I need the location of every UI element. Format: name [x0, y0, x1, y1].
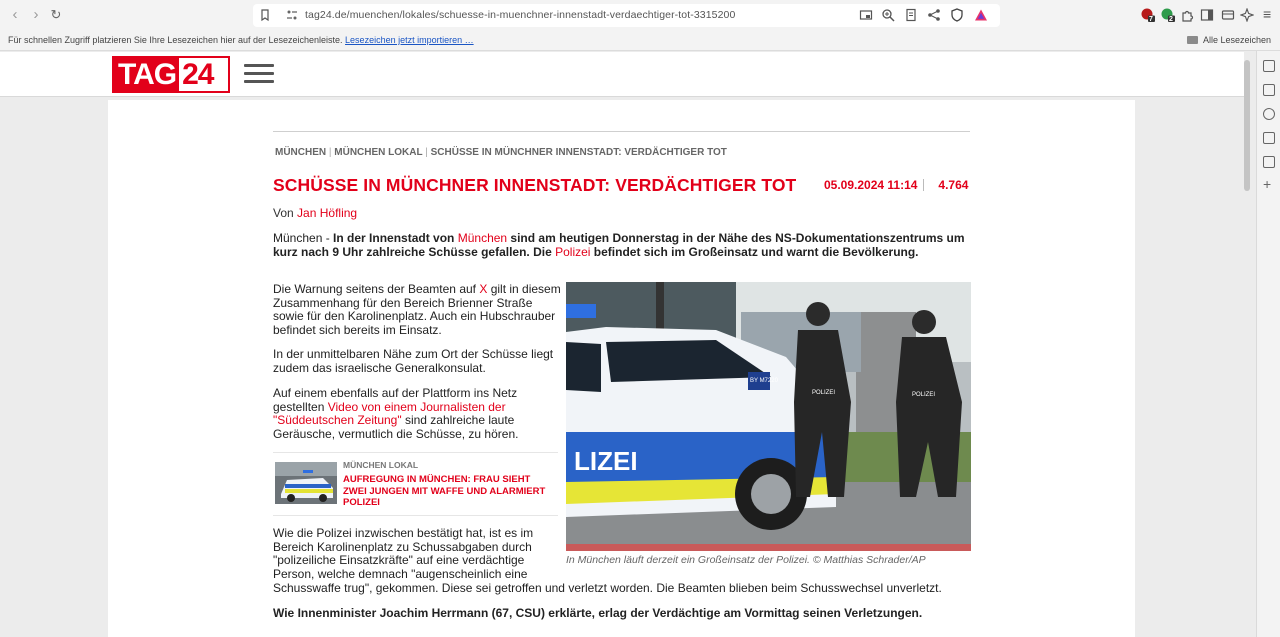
- extension-badge: 2: [1169, 16, 1173, 23]
- wallet-panel-icon[interactable]: [1263, 60, 1275, 72]
- video-link[interactable]: Video von einem Journalisten der "Süddeutschen Zeitung": [273, 399, 506, 428]
- article-title: SCHÜSSE IN MÜNCHNER INNENSTADT: VERDÄCHTIGER TOT: [273, 175, 797, 195]
- x-link[interactable]: X: [479, 282, 488, 296]
- lead-text: befindet sich im Großeinsatz und warnt die Bevölkerung.: [590, 245, 919, 259]
- brave-rewards-icon[interactable]: [974, 8, 988, 22]
- shield-icon[interactable]: [950, 8, 964, 22]
- extensions-puzzle-icon[interactable]: [1180, 8, 1194, 22]
- related-article-teaser[interactable]: [273, 452, 558, 516]
- breadcrumb: [275, 147, 727, 158]
- wallet-icon[interactable]: [1221, 8, 1235, 22]
- paragraph-5: Schusswaffe trug", gekommen. Diese sei getroffen und verletzt worden. Die Beamten blieben beim Schusswechsel unverletzt.: [273, 581, 942, 595]
- police-car-photo: [566, 282, 971, 551]
- add-panel-icon[interactable]: +: [1263, 176, 1272, 192]
- leo-ai-icon[interactable]: [1240, 8, 1254, 22]
- bookmarks-panel-icon[interactable]: [1263, 156, 1275, 168]
- paragraph-text: Die Warnung seitens der Beamten auf: [273, 282, 480, 296]
- browser-sidepanel: [1256, 51, 1280, 637]
- byline-prefix: Von: [273, 206, 294, 220]
- browser-toolbar: [0, 0, 1280, 31]
- article-lead: [273, 231, 970, 259]
- breadcrumb-separator: |: [328, 147, 332, 158]
- tag24-logo[interactable]: [112, 56, 230, 93]
- lead-text: In der Innenstadt von: [333, 231, 458, 245]
- photo-text-car: LIZEI: [574, 446, 638, 476]
- paragraph-text: sind zahlreiche laute Geräusche, vermutlich die Schüsse, zu hören.: [273, 413, 519, 441]
- logo-part-24: 24: [179, 58, 216, 91]
- teaser-kicker: MÜNCHEN LOKAL: [343, 460, 419, 470]
- author-link[interactable]: Jan Höfling: [297, 206, 358, 220]
- paragraph-6: Wie Innenminister Joachim Herrmann (67, CSU) erklärte, erlag der Verdächtige am Vormittag seinen Verletzungen.: [273, 606, 923, 620]
- lead-text: sind am heutigen Donnerstag in der Nähe des NS-Dokumentationszentrums um kurz nach 9 Uhr zahlreiche Schüsse gefallen. Die: [273, 231, 965, 259]
- photo-caption: In München läuft derzeit ein Großeinsatz der Polizei. © Matthias Schrader/AP: [566, 554, 926, 566]
- all-bookmarks-button[interactable]: [1187, 35, 1271, 45]
- paragraph-text: gilt in diesem Zusammenhang für den Bereich Brienner Straße sowie für den Karolinenplatz. Auch ein Hubschrauber befindet sich bereits im Einsatz.: [273, 282, 561, 337]
- leo-panel-icon[interactable]: [1263, 108, 1275, 120]
- url-text[interactable]: tag24.de/muenchen/lokales/schuesse-in-muenchner-innenstadt-verdaechtiger-tot-3315200: [305, 9, 736, 21]
- paragraph-4: Wie die Polizei inzwischen bestätigt hat, ist es im Bereich Karolinenplatz zu Schussabgaben durch "polizeiliche Einsatzkräfte" auf eine verdächtige Person, welche demnach "augenscheinlich eine: [273, 526, 534, 581]
- view-count: 4.764: [938, 178, 969, 192]
- byline: [273, 206, 357, 220]
- teaser-thumbnail[interactable]: [275, 462, 337, 504]
- all-bookmarks-label: Alle Lesezeichen: [1202, 35, 1271, 45]
- article-photo[interactable]: [566, 282, 971, 551]
- teaser-title[interactable]: AUFREGUNG IN MÜNCHEN: FRAU SIEHT ZWEI JUNGEN MIT WAFFE UND ALARMIERT POLIZEI: [343, 474, 546, 508]
- share-icon[interactable]: [927, 8, 941, 22]
- paragraph-3: [273, 387, 563, 441]
- zoom-icon[interactable]: [881, 8, 895, 22]
- breadcrumb-item[interactable]: SCHÜSSE IN MÜNCHNER INNENSTADT: VERDÄCHTIGER TOT: [430, 147, 727, 158]
- bookmarks-bar: [0, 31, 1280, 51]
- reader-mode-icon[interactable]: [904, 8, 918, 22]
- extension-badge: 7: [1149, 16, 1153, 23]
- folder-icon: [1187, 36, 1198, 44]
- meta-divider: [923, 179, 924, 191]
- hamburger-menu-icon[interactable]: [244, 64, 274, 84]
- paragraph-1: [273, 283, 563, 337]
- lead-place: München -: [273, 231, 334, 245]
- playlist-icon[interactable]: [1263, 132, 1275, 144]
- site-settings-icon[interactable]: [285, 8, 299, 22]
- back-icon[interactable]: ‹: [12, 6, 18, 23]
- breadcrumb-item[interactable]: MÜNCHEN LOKAL: [334, 147, 423, 158]
- reading-list-icon[interactable]: [1263, 84, 1275, 96]
- photo-text-vest: POLIZEI: [912, 392, 936, 398]
- photo-text-vest: POLIZEI: [812, 390, 836, 396]
- bookmark-icon[interactable]: [258, 8, 272, 22]
- forward-icon[interactable]: ›: [33, 6, 39, 23]
- site-header: [0, 52, 1244, 97]
- divider: [273, 131, 970, 132]
- sidebar-toggle-icon[interactable]: [1200, 8, 1214, 22]
- munich-link[interactable]: München: [457, 231, 508, 245]
- install-app-icon[interactable]: [859, 8, 873, 22]
- bookmarks-hint-text: Für schnellen Zugriff platzieren Sie Ihre Lesezeichen hier auf der Lesezeichenleiste.: [8, 35, 343, 45]
- import-bookmarks-link[interactable]: Lesezeichen jetzt importieren …: [345, 35, 474, 45]
- logo-part-tag: TAG: [114, 58, 179, 91]
- police-link[interactable]: Polizei: [555, 245, 591, 259]
- paragraph-2: In der unmittelbaren Nähe zum Ort der Schüsse liegt zudem das israelische Generalkonsulat.: [273, 347, 554, 375]
- menu-icon[interactable]: ≡: [1263, 6, 1272, 22]
- article-meta: [824, 178, 968, 192]
- breadcrumb-separator: |: [425, 147, 428, 158]
- reload-icon[interactable]: ↻: [50, 7, 62, 22]
- page-scrollbar[interactable]: [1244, 60, 1250, 191]
- photo-text-plate: BY M7220: [750, 378, 778, 384]
- publish-date: 05.09.2024 11:14: [824, 178, 918, 192]
- paragraph-text: Auf einem ebenfalls auf der Plattform ins Netz gestellten: [273, 386, 518, 414]
- bookmarks-hint: [8, 35, 474, 45]
- breadcrumb-item[interactable]: MÜNCHEN: [275, 147, 327, 158]
